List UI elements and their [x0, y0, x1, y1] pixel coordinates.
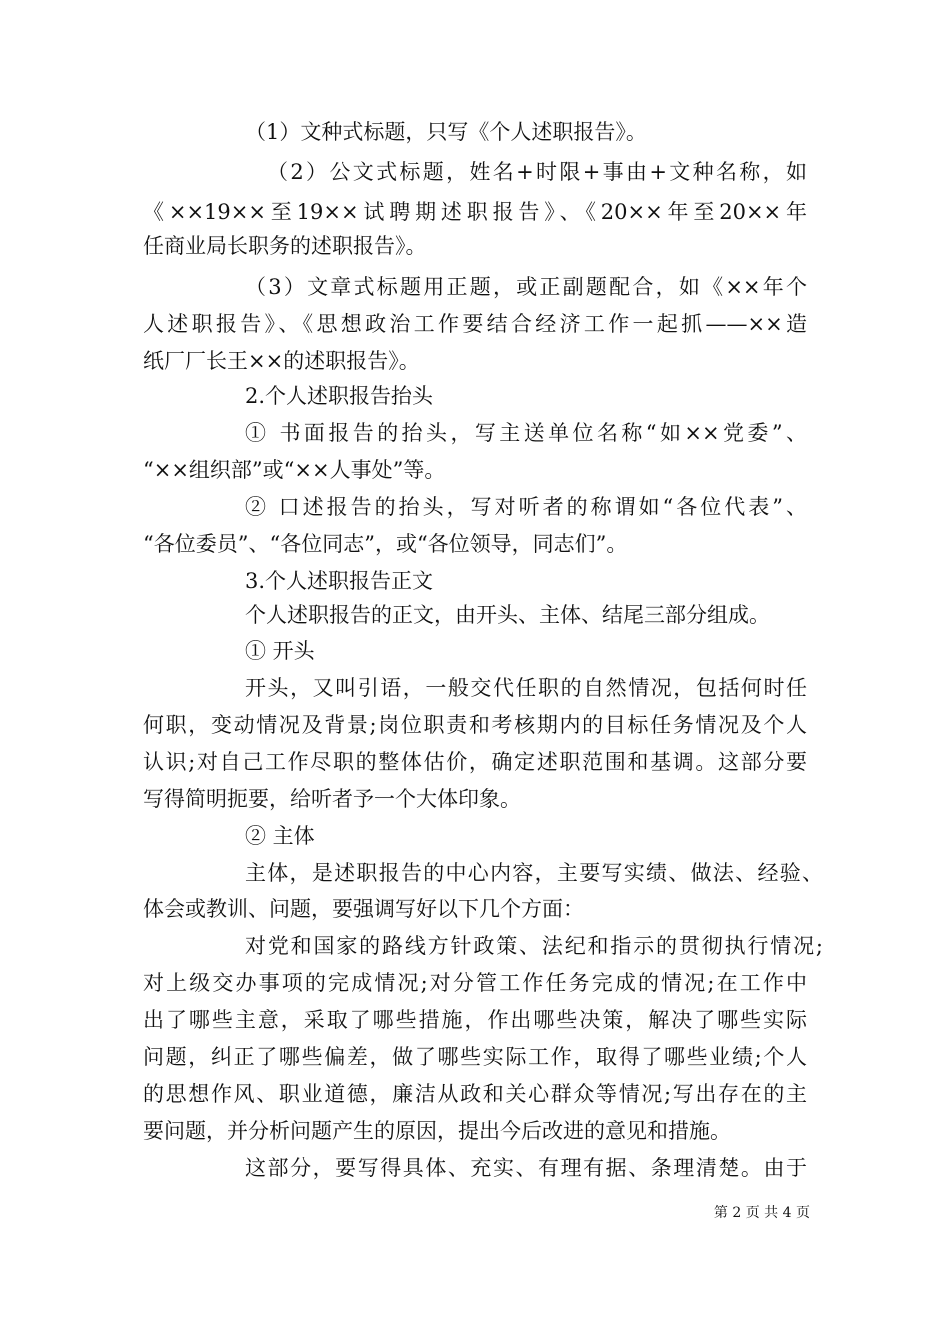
- paragraph-line: 这部分，要写得具体、充实、有理有据、条理清楚。由于: [245, 1156, 807, 1180]
- paragraph-line: 对党和国家的路线方针政策、法纪和指示的贯彻执行情况;: [245, 934, 823, 958]
- subsection-heading: ② 主体: [245, 824, 315, 848]
- paragraph-line: （2）公文式标题，姓名+时限+事由+文种名称，如: [267, 160, 807, 184]
- paragraph-line: 对上级交办事项的完成情况;对分管工作任务完成的情况;在工作中: [143, 971, 807, 995]
- page-number: 第 2 页 共 4 页: [713, 1205, 810, 1221]
- paragraph-line: 何职，变动情况及背景;岗位职责和考核期内的目标任务情况及个人: [143, 713, 807, 737]
- paragraph-line: 写得简明扼要，给听者予一个大体印象。: [143, 787, 521, 811]
- paragraph-line: ① 书面报告的抬头，写主送单位名称“如××党委”、: [245, 421, 807, 445]
- paragraph-line: 出了哪些主意，采取了哪些措施，作出哪些决策，解决了哪些实际: [143, 1008, 807, 1032]
- paragraph-line: 问题，纠正了哪些偏差，做了哪些实际工作，取得了哪些业绩;个人: [143, 1045, 807, 1069]
- paragraph-line: （1）文种式标题，只写《个人述职报告》。: [245, 120, 647, 144]
- paragraph-line: 的思想作风、职业道德，廉洁从政和关心群众等情况;写出存在的主: [143, 1082, 807, 1106]
- paragraph-line: 主体，是述职报告的中心内容，主要写实绩、做法、经验、: [245, 861, 823, 885]
- paragraph-line: “各位委员”、“各位同志”，或“各位领导，同志们”。: [143, 532, 628, 556]
- section-heading: 3.个人述职报告正文: [245, 569, 434, 593]
- paragraph-line: 纸厂厂长王××的述职报告》。: [143, 349, 420, 373]
- paragraph-line: 《××19××至19××试聘期述职报告》、《20××年至20××年: [143, 200, 807, 224]
- paragraph-line: 认识;对自己工作尽职的整体估价，确定述职范围和基调。这部分要: [143, 750, 807, 774]
- section-heading: 2.个人述职报告抬头: [245, 384, 434, 408]
- paragraph-line: 人述职报告》、《思想政治工作要结合经济工作一起抓——××造: [143, 312, 807, 336]
- paragraph-line: （3）文章式标题用正题，或正副题配合，如《××年个: [245, 275, 807, 299]
- paragraph-line: 要问题，并分析问题产生的原因，提出今后改进的意见和措施。: [143, 1119, 731, 1143]
- paragraph-line: “××组织部”或“××人事处”等。: [143, 458, 446, 482]
- paragraph-line: 体会或教训、问题，要强调写好以下几个方面：: [143, 897, 584, 921]
- paragraph-line: 任商业局长职务的述职报告》。: [143, 234, 427, 258]
- paragraph-line: 开头，又叫引语，一般交代任职的自然情况，包括何时任: [245, 676, 807, 700]
- paragraph-line: ② 口述报告的抬头，写对听者的称谓如“各位代表”、: [245, 495, 807, 519]
- paragraph-line: 个人述职报告的正文，由开头、主体、结尾三部分组成。: [245, 603, 770, 627]
- subsection-heading: ① 开头: [245, 639, 315, 663]
